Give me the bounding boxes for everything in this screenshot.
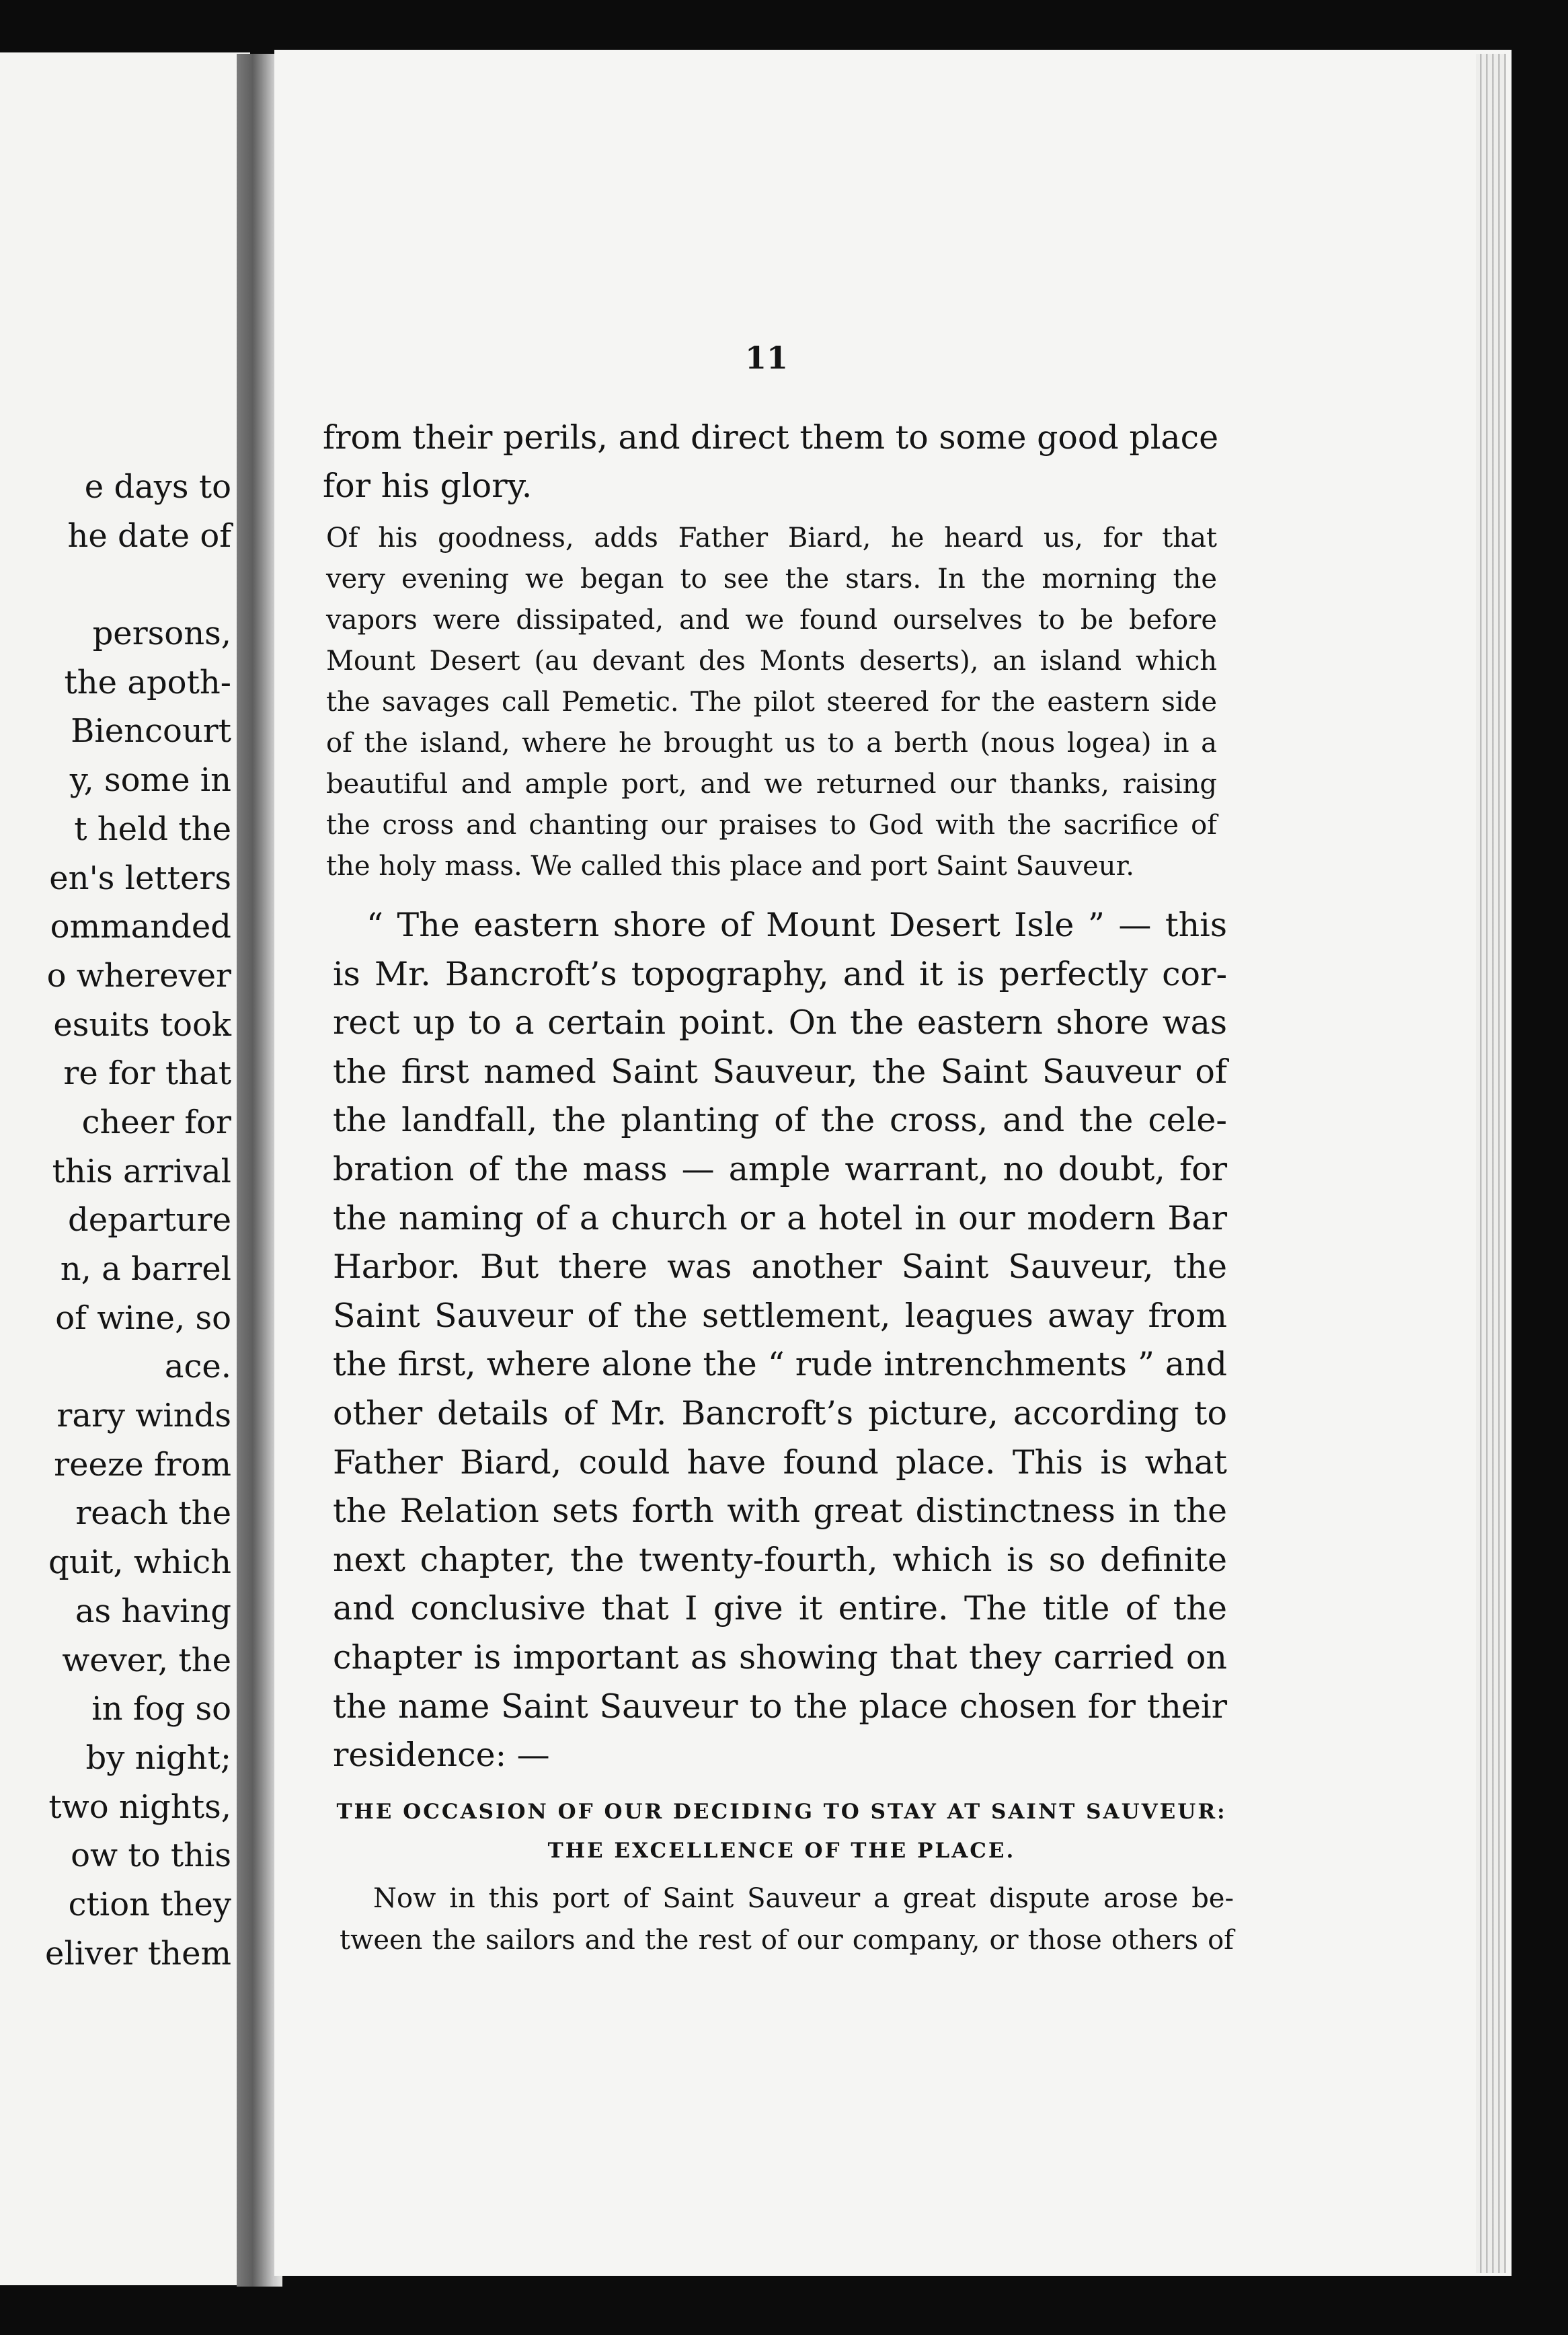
left-line: the apoth-	[64, 663, 231, 701]
left-line: he date of	[67, 516, 231, 555]
left-line: n, a barrel	[60, 1250, 231, 1288]
left-line: ommanded	[50, 908, 231, 946]
chapter-text-line: Now in this port of Saint Sauveur a great dispute arose be-	[373, 1883, 1234, 1914]
body-line: bration of the mass — ample warrant, no doubt, for	[333, 1149, 1227, 1188]
left-line: reach the	[75, 1494, 231, 1533]
quote-line: beautiful and ample port, and we returned our thanks, raising	[326, 769, 1217, 800]
left-line: departure	[68, 1201, 231, 1239]
chapter-heading-line: THE EXCELLENCE OF THE PLACE.	[547, 1839, 1016, 1863]
left-line: as having	[75, 1592, 231, 1630]
page-edge	[1476, 54, 1506, 2273]
quote-line: the holy mass. We called this place and port Saint Sauveur.	[326, 851, 1135, 882]
body-line: other details of Mr. Bancroft’s picture, according to	[333, 1393, 1227, 1432]
quote-line: vapors were dissipated, and we found ourselves to be before	[326, 605, 1217, 636]
body-line: next chapter, the twenty-fourth, which is so definite	[333, 1540, 1227, 1579]
left-line: persons,	[92, 615, 231, 653]
chapter-text	[340, 1878, 1234, 1961]
left-line: ace.	[164, 1348, 231, 1386]
body-line: the Relation sets forth with great distinctness in the	[333, 1492, 1227, 1531]
left-page	[0, 52, 250, 2285]
lead-line: for his glory.	[323, 467, 533, 505]
body-line: the first named Saint Sauveur, the Saint Sauveur of	[333, 1052, 1227, 1091]
biard-quotation	[326, 518, 1217, 887]
body-line: chapter is important as showing that they carried on	[333, 1638, 1227, 1677]
left-page-text	[0, 463, 231, 1978]
chapter-heading-line: THE OCCASION OF OUR DECIDING TO STAY AT SAINT SAUVEUR:	[336, 1800, 1227, 1824]
left-line: o wherever	[46, 956, 231, 995]
body-line: Saint Sauveur of the settlement, leagues away from	[333, 1296, 1227, 1335]
left-line: y, some in	[69, 761, 231, 800]
left-line: ction they	[68, 1885, 231, 1923]
left-line: rary winds	[56, 1397, 231, 1435]
quote-line: the savages call Pemetic. The pilot steered for the eastern side	[326, 687, 1217, 718]
left-line: re for that	[63, 1055, 231, 1093]
body-line: residence: —	[333, 1736, 550, 1775]
left-line: quit, which	[48, 1543, 231, 1582]
page-number: 11	[744, 340, 788, 376]
quote-line: very evening we began to see the stars. In the morning the	[326, 564, 1217, 595]
left-line: wever, the	[62, 1641, 231, 1679]
left-line: by night;	[85, 1738, 231, 1777]
body-line: and conclusive that I give it entire. The title of the	[333, 1589, 1227, 1628]
left-line: eliver them	[45, 1934, 231, 1973]
quote-line: of the island, where he brought us to a berth (nous logea) in a	[326, 728, 1217, 759]
left-line: two nights,	[48, 1788, 231, 1826]
quote-line: Of his goodness, adds Father Biard, he heard us, for that	[326, 523, 1217, 553]
body-line: the name Saint Sauveur to the place chosen for their	[333, 1687, 1227, 1726]
main-paragraph	[333, 901, 1227, 1780]
left-line: e days to	[84, 468, 231, 506]
left-line	[0, 560, 231, 609]
left-line: in fog so	[91, 1690, 231, 1728]
lead-paragraph	[323, 414, 1219, 510]
left-line: cheer for	[81, 1103, 231, 1141]
left-line: en's letters	[49, 859, 231, 897]
left-line: this arrival	[52, 1152, 231, 1190]
body-line: rect up to a certain point. On the eastern shore was	[333, 1003, 1227, 1042]
quote-line: the cross and chanting our praises to God with the sacrifice of	[326, 810, 1217, 841]
left-line: ow to this	[71, 1837, 231, 1875]
body-line: Harbor. But there was another Saint Sauveur, the	[333, 1248, 1227, 1287]
left-line: reeze from	[54, 1445, 231, 1484]
left-line: t held the	[74, 810, 231, 848]
body-line: “ The eastern shore of Mount Desert Isle ” — this	[366, 906, 1227, 944]
chapter-heading	[333, 1792, 1230, 1870]
lead-line: from their perils, and direct them to some good place	[323, 418, 1219, 457]
body-line: Father Biard, could have found place. This is what	[333, 1443, 1227, 1482]
left-line: esuits took	[53, 1005, 231, 1044]
left-line: of wine, so	[55, 1299, 231, 1337]
body-line: the first, where alone the “ rude intrenchments ” and	[333, 1345, 1227, 1384]
left-line: Biencourt	[71, 712, 231, 751]
chapter-text-line: tween the sailors and the rest of our company, or those others of	[340, 1925, 1234, 1956]
body-line: the landfall, the planting of the cross, and the cele-	[333, 1101, 1227, 1140]
body-line: is Mr. Bancroft’s topography, and it is perfectly cor-	[333, 954, 1227, 993]
body-line: the naming of a church or a hotel in our modern Bar	[333, 1198, 1227, 1237]
quote-line: Mount Desert (au devant des Monts deserts), an island which	[326, 646, 1217, 677]
